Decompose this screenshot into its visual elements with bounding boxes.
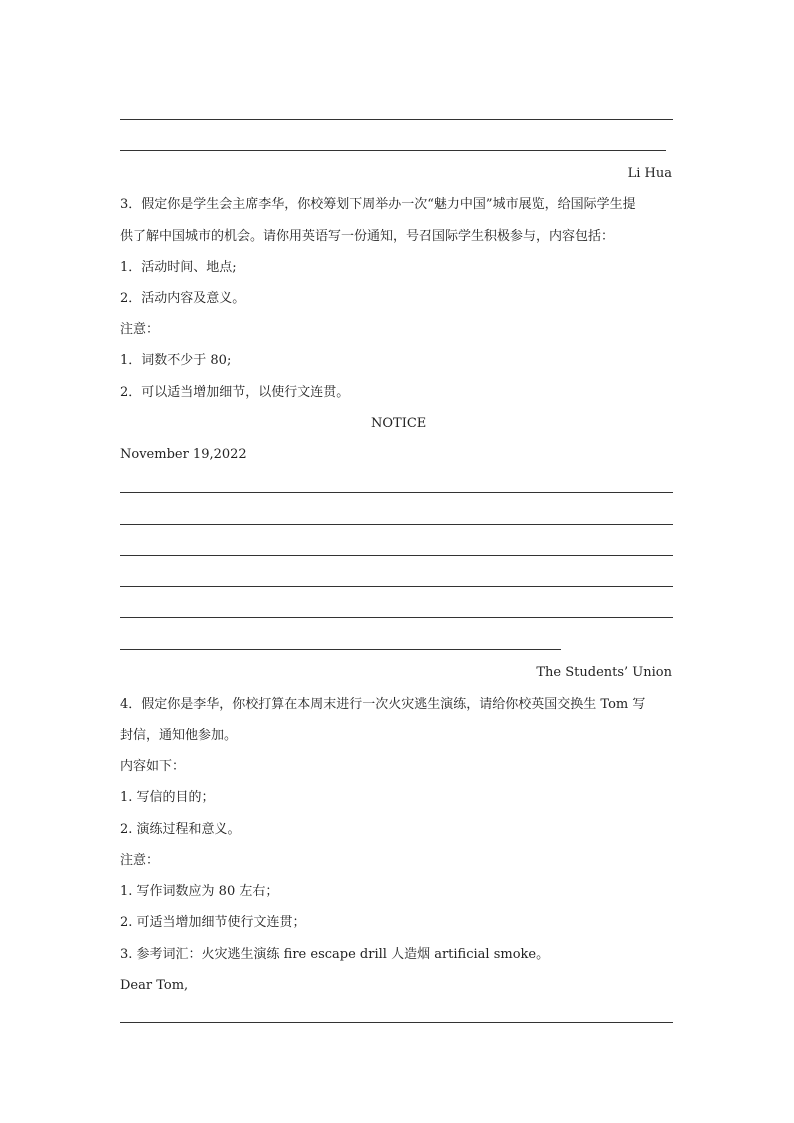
q4-content-item-2: 2. 演练过程和意义。 (120, 822, 241, 837)
answer-line (120, 524, 673, 525)
q3-note-2: 2．可以适当增加细节，以使行文连贯。 (120, 385, 350, 400)
q3-prompt-line-2: 供了解中国城市的机会。请你用英语写一份通知，号召国际学生积极参与，内容包括： (120, 229, 615, 244)
q3-prompt-line-1: 3．假定你是学生会主席李华，你校筹划下周举办一次“魅力中国”城市展览，给国际学生提 (120, 197, 636, 212)
notice-date: November 19,2022 (120, 447, 247, 462)
answer-line (120, 555, 673, 556)
answer-line (120, 119, 673, 120)
q4-note-2: 2. 可适当增加细节使行文连贯； (120, 915, 306, 930)
answer-line (120, 617, 673, 618)
q4-note-3: 3. 参考词汇：火灾逃生演练 fire escape drill 人造烟 artificial smoke。 (120, 947, 550, 962)
q4-prompt-line-2: 封信，通知他参加。 (120, 728, 238, 743)
q4-content-label: 内容如下： (120, 759, 186, 774)
q4-prompt-line-1: 4．假定你是李华，你校打算在本周末进行一次火灾逃生演练，请给你校英国交换生 Tom 写 (120, 697, 646, 712)
letter-greeting: Dear Tom, (120, 978, 189, 993)
answer-line (120, 1022, 673, 1023)
notice-signature: The Students’ Union (536, 665, 672, 680)
notice-heading: NOTICE (371, 416, 427, 431)
answer-line (120, 150, 666, 151)
q2-signature: Li Hua (627, 166, 672, 181)
q3-note-1: 1．词数不少于 80; (120, 353, 232, 368)
q3-content-item-1: 1．活动时间、地点; (120, 260, 237, 275)
answer-line (120, 492, 673, 493)
q3-content-item-2: 2．活动内容及意义。 (120, 291, 246, 306)
q3-note-label: 注意： (120, 322, 160, 337)
q4-content-item-1: 1. 写信的目的； (120, 790, 215, 805)
answer-line (120, 586, 673, 587)
answer-line (120, 649, 561, 650)
q4-note-label: 注意： (120, 853, 160, 868)
q4-note-1: 1. 写作词数应为 80 左右； (120, 884, 279, 899)
